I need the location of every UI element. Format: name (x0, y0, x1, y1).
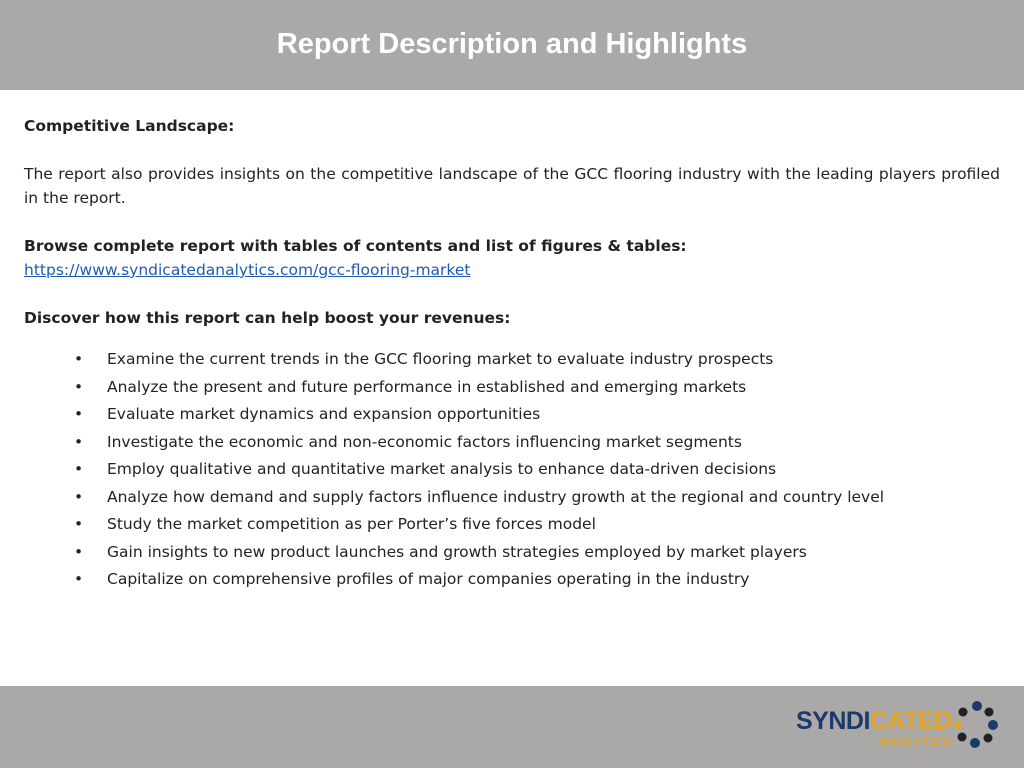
list-item (74, 539, 1004, 567)
bullet-icon: • (74, 487, 84, 506)
logo-word-syndi: SYNDI (796, 707, 870, 735)
slide-footer (0, 686, 1024, 768)
benefits-list (74, 346, 1004, 594)
logo-wordmark (796, 707, 952, 735)
report-body (24, 114, 1000, 330)
description-paragraph: The report also provides insights on the competitive landscape of the GCC flooring industry with the leading players profiled in the report. (24, 165, 1000, 207)
logo-graphic (794, 700, 1000, 750)
logo-word-cated: CATED (869, 707, 952, 735)
list-item (74, 374, 1004, 402)
logo-word-analytics: ANALYTICS (878, 734, 952, 749)
list-item-text: Investigate the economic and non-economic factors influencing market segments (107, 432, 742, 451)
list-item-text: Analyze how demand and supply factors influence industry growth at the regional and country level (107, 487, 885, 506)
list-item-text: Employ qualitative and quantitative market analysis to enhance data-driven decisions (107, 460, 777, 478)
discover-heading: Discover how this report can help boost your revenues: (24, 309, 511, 327)
logo-orbit-icon (954, 701, 998, 748)
list-item (74, 456, 1004, 484)
list-item-text: Capitalize on comprehensive profiles of major companies operating in the industry (107, 570, 750, 588)
page-title: Report Description and Highlights (276, 27, 748, 60)
list-item-text: Study the market competition as per Porter’s five forces model (107, 515, 596, 533)
list-item (74, 401, 1004, 429)
browse-heading: Browse complete report with tables of contents and list of figures & tables: (24, 237, 687, 255)
list-item-text: Gain insights to new product launches and growth strategies employed by market players (107, 542, 807, 561)
report-link[interactable]: https://www.syndicatedanalytics.com/gcc-flooring-market (24, 261, 471, 279)
list-item (74, 429, 1004, 457)
spacer (24, 282, 1000, 306)
spacer (24, 210, 1000, 234)
company-logo (794, 700, 1000, 750)
browse-link-line (24, 258, 1000, 282)
bullet-icon: • (74, 350, 84, 368)
bullet-icon: • (74, 570, 84, 588)
spacer (24, 138, 1000, 162)
list-item (74, 346, 1004, 374)
bullet-icon: • (74, 432, 84, 451)
list-item-text: Analyze the present and future performance in established and emerging markets (107, 377, 747, 396)
bullet-icon: • (74, 542, 84, 561)
list-item (74, 511, 1004, 539)
list-item-text: Evaluate market dynamics and expansion opportunities (107, 405, 541, 423)
bullet-icon: • (74, 405, 84, 423)
bullet-icon: • (74, 515, 84, 533)
list-item (74, 566, 1004, 594)
list-item (74, 484, 1004, 512)
list-item-text: Examine the current trends in the GCC flooring market to evaluate industry prospects (107, 350, 774, 368)
section-title: Competitive Landscape: (24, 117, 235, 135)
bullet-icon: • (74, 460, 84, 478)
bullet-icon: • (74, 377, 84, 396)
slide-header (0, 0, 1024, 90)
